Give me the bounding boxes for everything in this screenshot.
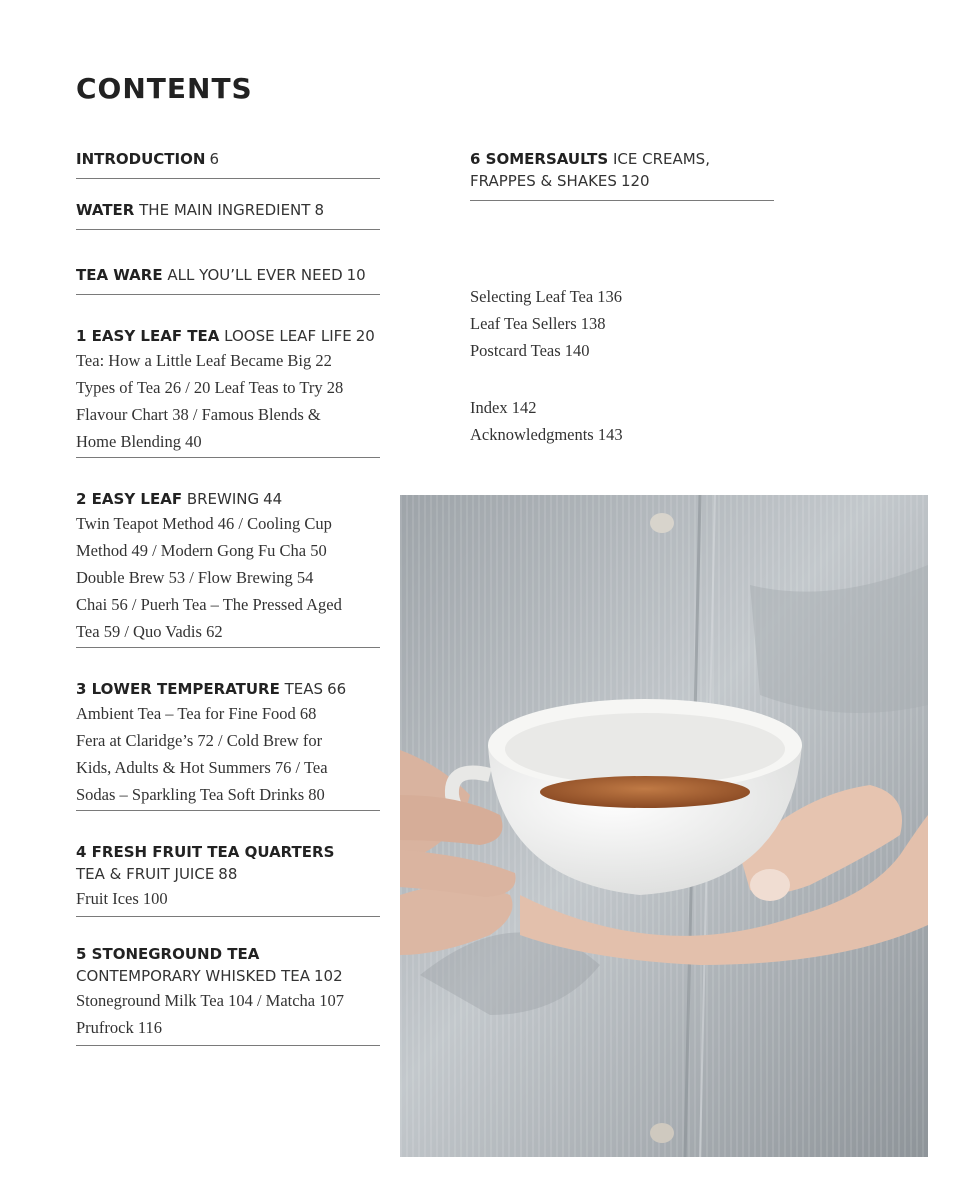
toc-line: Tea: How a Little Leaf Became Big 22 [76, 351, 332, 370]
section-subtitle: TEA & FRUIT JUICE [76, 865, 215, 883]
toc-line: Kids, Adults & Hot Summers 76 / Tea [76, 758, 328, 777]
page-number: 88 [218, 865, 238, 883]
toc-line: Method 49 / Modern Gong Fu Cha 50 [76, 541, 327, 560]
toc-entry-chapter-3[interactable] [76, 678, 380, 811]
section-subtitle: TEAS [279, 680, 324, 698]
section-subtitle-2: FRAPPES & SHAKES [470, 172, 617, 190]
section-title: 2 EASY LEAF [76, 490, 183, 508]
toc-link[interactable]: Postcard Teas 140 [470, 341, 590, 360]
section-subtitle: ALL YOU’LL EVER NEED [162, 266, 343, 284]
toc-line: Flavour Chart 38 / Famous Blends & [76, 405, 321, 424]
section-title: 6 SOMERSAULTS [470, 150, 609, 168]
section-title: 1 EASY LEAF TEA [76, 327, 220, 345]
contents-left-column [76, 148, 380, 1066]
page-number: 102 [314, 967, 343, 985]
page-number: 44 [263, 490, 283, 508]
toc-entry-chapter-1[interactable] [76, 325, 380, 458]
toc-entry-chapter-6[interactable] [470, 148, 774, 201]
appendix-list [470, 283, 770, 364]
toc-line: Chai 56 / Puerh Tea – The Pressed Aged [76, 595, 342, 614]
page-number: 20 [355, 327, 375, 345]
page-number: 8 [314, 201, 324, 219]
toc-entry-chapter-4[interactable] [76, 841, 380, 917]
section-subtitle: BREWING [182, 490, 260, 508]
toc-line: Sodas – Sparkling Tea Soft Drinks 80 [76, 785, 325, 804]
section-title: TEA WARE [76, 266, 163, 284]
section-title: 4 FRESH FRUIT TEA QUARTERS [76, 843, 335, 861]
toc-entry-introduction[interactable] [76, 148, 380, 179]
page-number: 120 [620, 172, 650, 190]
section-title: WATER [76, 201, 135, 219]
tea-cup-photo [400, 495, 928, 1157]
page-title: CONTENTS [76, 72, 253, 105]
toc-link[interactable]: Acknowledgments 143 [470, 425, 623, 444]
toc-entry-tea-ware[interactable] [76, 264, 380, 295]
section-subtitle: THE MAIN INGREDIENT [134, 201, 311, 219]
toc-line: Fera at Claridge’s 72 / Cold Brew for [76, 731, 323, 750]
toc-link[interactable]: Selecting Leaf Tea 136 [470, 287, 623, 306]
page-number: 10 [346, 266, 366, 284]
toc-line: Tea 59 / Quo Vadis 62 [76, 622, 223, 641]
toc-line: Double Brew 53 / Flow Brewing 54 [76, 568, 314, 587]
section-subtitle: CONTEMPORARY WHISKED TEA [76, 967, 310, 985]
toc-line: Ambient Tea – Tea for Fine Food 68 [76, 704, 317, 723]
section-title: 5 STONEGROUND TEA [76, 945, 260, 963]
contents-right-column [470, 148, 774, 221]
toc-line: Fruit Ices 100 [76, 889, 168, 908]
toc-line: Twin Teapot Method 46 / Cooling Cup [76, 514, 332, 533]
toc-line: Types of Tea 26 / 20 Leaf Teas to Try 28 [76, 378, 344, 397]
page-number: 66 [327, 680, 347, 698]
toc-line: Stoneground Milk Tea 104 / Matcha 107 [76, 991, 345, 1010]
toc-entry-chapter-5[interactable] [76, 943, 380, 1046]
section-subtitle: LOOSE LEAF LIFE [219, 327, 352, 345]
section-subtitle: ICE CREAMS, [608, 150, 710, 168]
toc-entry-water[interactable] [76, 199, 380, 230]
section-title: 3 LOWER TEMPERATURE [76, 680, 280, 698]
toc-link[interactable]: Leaf Tea Sellers 138 [470, 314, 606, 333]
toc-line: Prufrock 116 [76, 1018, 162, 1037]
index-list [470, 394, 770, 448]
section-title: INTRODUCTION [76, 150, 206, 168]
tea-cup-illustration [400, 495, 928, 1157]
toc-line: Home Blending 40 [76, 432, 202, 451]
toc-link[interactable]: Index 142 [470, 398, 537, 417]
toc-entry-chapter-2[interactable] [76, 488, 380, 648]
page-number: 6 [209, 150, 219, 168]
